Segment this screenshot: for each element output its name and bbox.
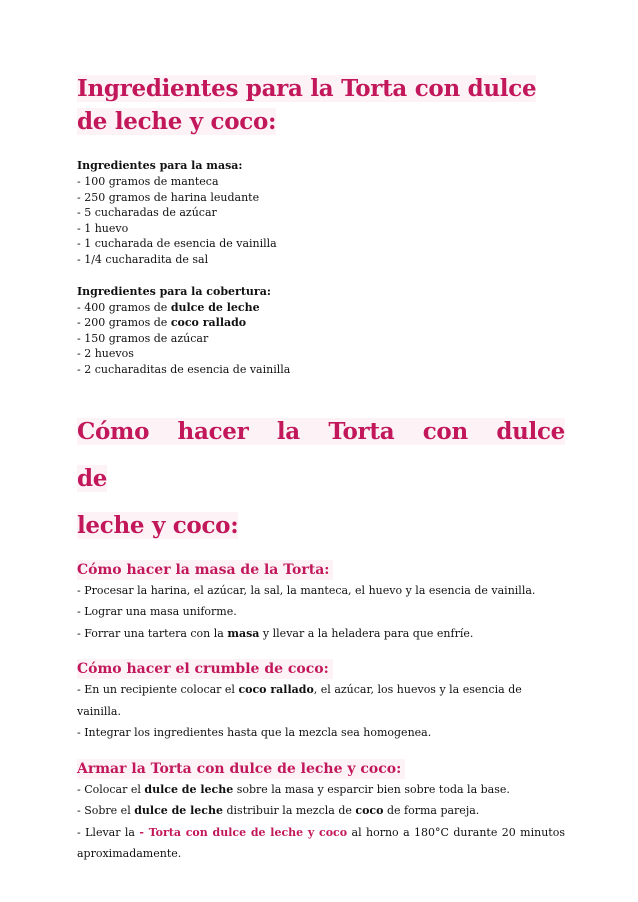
- document-page: [77, 72, 565, 865]
- crumble-heading: Cómo hacer el crumble de coco:: [77, 659, 333, 679]
- masa-ingredients-list: [77, 174, 565, 268]
- list-item: - 200 gramos de coco rallado: [77, 316, 247, 330]
- list-item: - 2 huevos: [77, 347, 134, 361]
- list-item: - 1 huevo: [77, 221, 129, 235]
- list-item: - 1/4 cucharadita de sal: [77, 252, 209, 266]
- masa-ingredients-heading: Ingredientes para la masa:: [77, 159, 243, 172]
- list-item: - En un recipiente colocar el coco rallado, el azúcar, los huevos y la esencia de vainilla.: [77, 683, 522, 718]
- masa-steps-heading: Cómo hacer la masa de la Torta:: [77, 560, 333, 580]
- armar-steps-list: [77, 779, 565, 865]
- list-item: - Procesar la harina, el azúcar, la sal, la manteca, el huevo y la esencia de vainilla.: [77, 583, 536, 597]
- list-item: - 100 gramos de manteca: [77, 175, 219, 188]
- como-title-line-2: leche y coco:: [77, 511, 239, 539]
- list-item: - Lograr una masa uniforme.: [77, 605, 237, 619]
- como-hacer-title: [77, 408, 565, 549]
- page-title: [77, 72, 547, 138]
- list-item: - Colocar el dulce de leche sobre la masa y esparcir bien sobre toda la base.: [77, 782, 510, 796]
- cobertura-ingredients-heading: Ingredientes para la cobertura:: [77, 284, 271, 298]
- list-item: - 2 cucharaditas de esencia de vainilla: [77, 362, 291, 376]
- list-item: - 5 cucharadas de azúcar: [77, 206, 217, 220]
- crumble-steps-list: [77, 679, 565, 744]
- list-item: - Sobre el dulce de leche distribuir la mezcla de coco de forma pareja.: [77, 804, 480, 818]
- list-item: - Integrar los ingredientes hasta que la mezcla sea homogenea.: [77, 726, 432, 740]
- title-line-2: de leche y coco:: [77, 108, 277, 135]
- title-line-1: Ingredientes para la Torta con dulce: [77, 75, 537, 102]
- masa-steps-list: [77, 580, 565, 645]
- list-item: - 250 gramos de harina leudante: [77, 190, 260, 204]
- list-item: - 400 gramos de dulce de leche: [77, 300, 260, 314]
- armar-heading: Armar la Torta con dulce de leche y coco:: [77, 759, 405, 779]
- list-item: - Forrar una tartera con la masa y llevar a la heladera para que enfríe.: [77, 626, 474, 640]
- cobertura-ingredients-list: [77, 300, 565, 378]
- list-item: - 1 cucharada de esencia de vainilla: [77, 237, 277, 251]
- list-item: - 150 gramos de azúcar: [77, 331, 209, 345]
- list-item: - Llevar la - Torta con dulce de leche y coco al horno a 180°C durante 20 minutos aproximadamente.: [77, 825, 565, 861]
- recipe-name-highlight: - Torta con dulce de leche y coco: [139, 825, 348, 839]
- como-title-line-1: Cómo hacer la Torta con dulce de: [77, 417, 565, 492]
